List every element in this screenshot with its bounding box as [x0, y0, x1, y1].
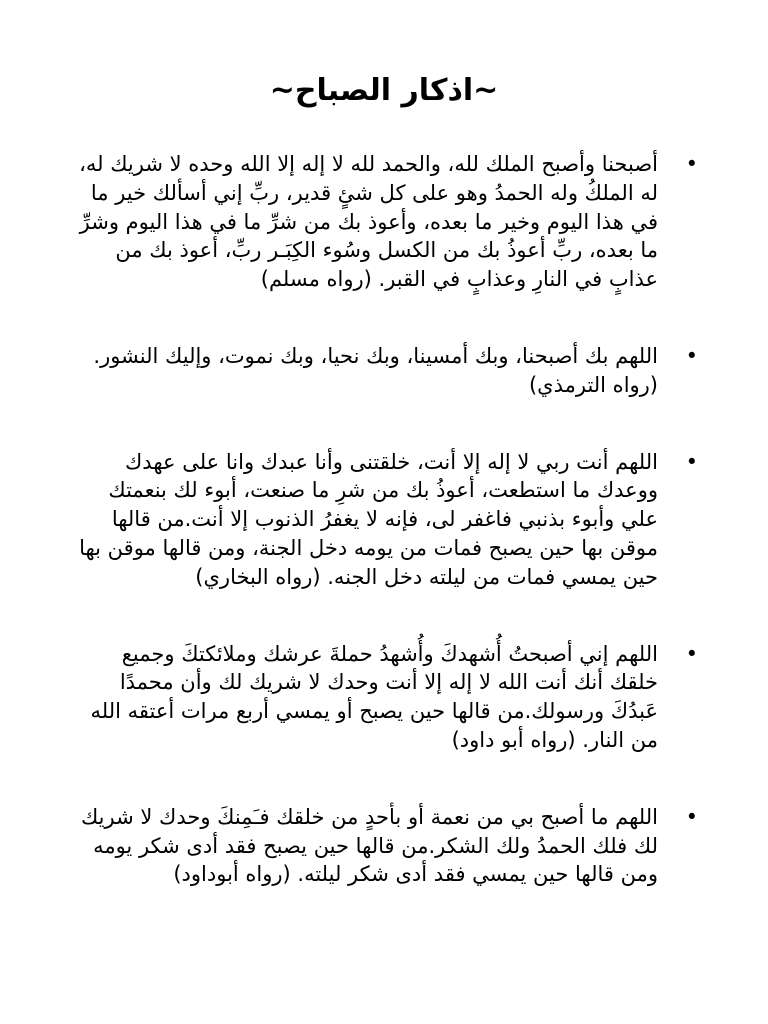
bullet-icon: • [685, 449, 698, 474]
list-item-text: اللهم بك أصبحنا، وبك أمسينا، وبك نحيا، وبك نموت، وإليك النشور. (رواه الترمذي) [93, 343, 658, 397]
list-item-text: اللهم أنت ربي لا إله إلا أنت، خلقتنى وأنا عبدك وانا على عهدك ووعدك ما استطعت، أعوذُ بك من شرِ ما صنعت، أبوء لك بنعمتك علي وأبوء بذنبي فاغفر لى، فإنه لا يغفرُ الذنوب إلا أنت.من قالها موقن بها حين يصبح فمات من يومه دخل الجنة، ومن قالها موقن بها حين يمسي فمات من ليلته دخل الجنه. (رواه البخاري) [79, 449, 658, 589]
list-item [70, 150, 700, 294]
list-item [70, 342, 700, 400]
bullet-icon: • [685, 641, 698, 666]
bullet-icon: • [685, 152, 698, 176]
list-item [70, 803, 700, 889]
list-item [70, 448, 700, 592]
list-item-text: اللهم إني أصبحتُ أُشهدكَ وأُشهدُ حملةَ عرشك وملائكتكَ وجميع خلقك أنك أنت الله لا إله إلا أنت وحدك لا شريك لك وأن محمدًا عَبدُكَ ورسولك.من قالها حين يصبح أو يمسي أربع مرات أعتقه الله من النار. (رواه أبو داود) [90, 641, 658, 752]
list-item-text: أصبحنا وأصبح الملك لله، والحمد لله لا إله إلا الله وحده لا شريك له، له الملكُ وله الحمدُ وهو على كل شئٍ قدير، ربِّ إني أسألك خير ما في هذا اليوم وخير ما بعده، وأعوذ بك من شرِّ ما في هذا اليوم وشرِّ ما بعده، ربِّ أعوذُ بك من الكسل وسُوء الكِبَـر ربِّ، أعوذ بك من عذابٍ في النارِ وعذابٍ في القبر. (رواه مسلم) [79, 152, 658, 292]
list-item [70, 640, 700, 755]
adhkar-list [70, 150, 700, 889]
bullet-icon: • [685, 343, 698, 368]
list-item-text: اللهم ما أصبح بي من نعمة أو بأحدٍ من خلقك فـَمِنكَ وحدك لا شريك لك فلك الحمدُ ولك الشكر.من قالها حين يصبح فقد أدى شكر يومه ومن قالها حين يمسي فقد أدى شكر ليلته. (رواه أبوداود) [80, 804, 658, 887]
bullet-icon: • [685, 804, 698, 829]
page-title: ~اذكار الصباح~ [269, 73, 499, 108]
